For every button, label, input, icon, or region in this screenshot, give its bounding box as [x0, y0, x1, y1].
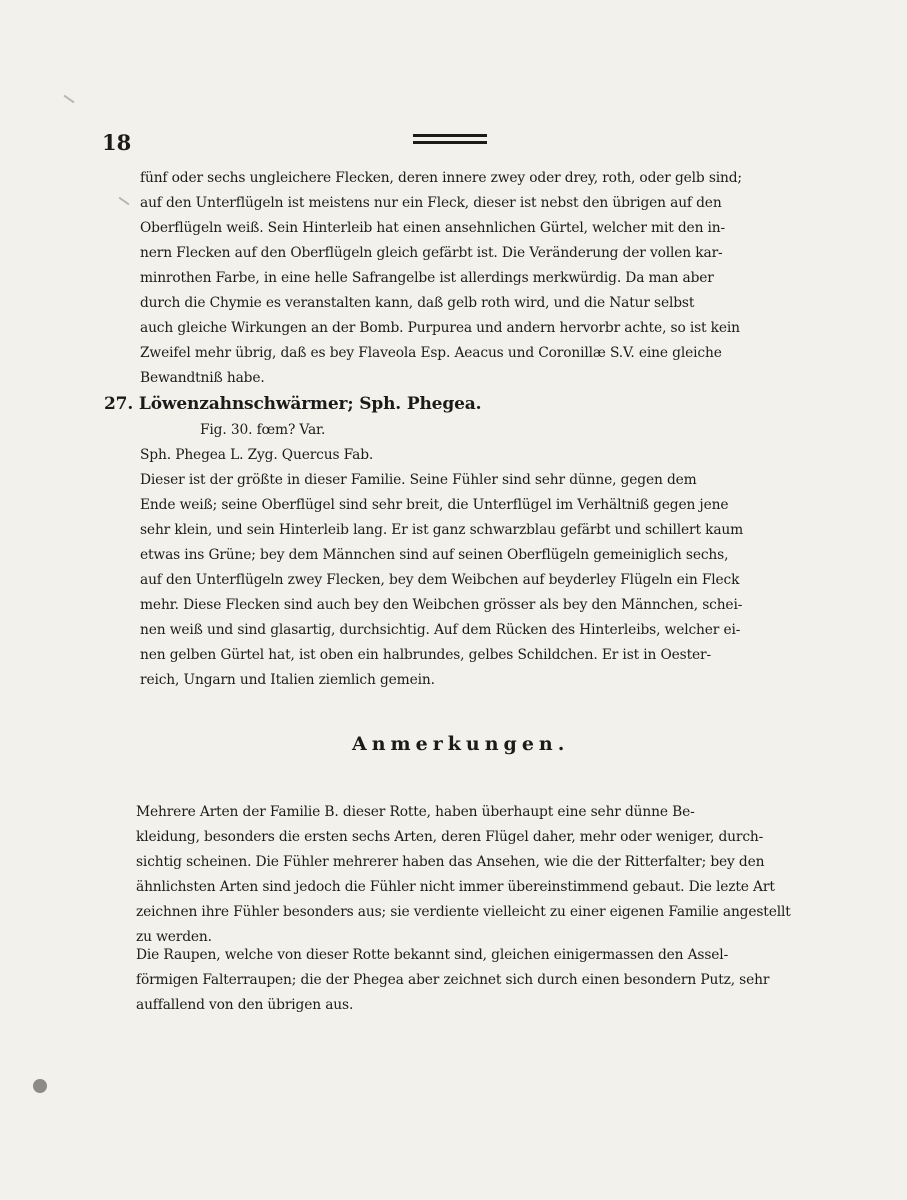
text-line: Mehrere Arten der Familie B. dieser Rotte, haben überhaupt eine sehr dünne Be-	[136, 804, 695, 820]
text-line: mehr. Diese Flecken sind auch bey den Weibchen grösser als bey den Männchen, schei-	[140, 597, 743, 613]
text-line: zu werden.	[136, 929, 212, 945]
text-line: förmigen Falterraupen; die der Phegea aber zeichnet sich durch einen besondern Putz, sehr	[136, 972, 770, 988]
section-heading-anmerkungen: Anmerkungen.	[352, 733, 570, 755]
header-double-rule	[413, 134, 487, 148]
entry-figure-reference: Fig. 30. fœm? Var.	[200, 422, 326, 438]
text-line: minrothen Farbe, in eine helle Safrangelbe ist allerdings merkwürdig. Da man aber	[140, 270, 714, 286]
text-line: Dieser ist der größte in dieser Familie. Seine Fühler sind sehr dünne, gegen dem	[140, 472, 697, 488]
text-line: auch gleiche Wirkungen an der Bomb. Purpurea und andern hervorbr achte, so ist kein	[140, 320, 740, 336]
text-line: sehr klein, und sein Hinterleib lang. Er ist ganz schwarzblau gefärbt und schillert kaum	[140, 522, 744, 538]
page-number: 18	[102, 130, 132, 155]
text-line: Die Raupen, welche von dieser Rotte bekannt sind, gleichen einigermassen den Assel-	[136, 947, 729, 963]
margin-mark	[119, 197, 130, 206]
entry-synonym: Sph. Phegea L. Zyg. Quercus Fab.	[140, 447, 374, 463]
entry-heading: 27. Löwenzahnschwärmer; Sph. Phegea.	[104, 394, 482, 414]
text-line: auf den Unterflügeln zwey Flecken, bey dem Weibchen auf beyderley Flügeln ein Fleck	[140, 572, 740, 588]
text-line: Zweifel mehr übrig, daß es bey Flaveola Esp. Aeacus und Coronillæ S.V. eine gleiche	[140, 345, 722, 361]
text-line: fünf oder sechs ungleichere Flecken, deren innere zwey oder drey, roth, oder gelb sind;	[140, 170, 742, 186]
text-line: nen gelben Gürtel hat, ist oben ein halbrundes, gelbes Schildchen. Er ist in Oester-	[140, 647, 711, 663]
text-line: Oberflügeln weiß. Sein Hinterleib hat einen ansehnlichen Gürtel, welcher mit den in-	[140, 220, 726, 236]
margin-mark	[64, 95, 75, 104]
text-line: kleidung, besonders die ersten sechs Arten, deren Flügel daher, mehr oder weniger, durch-	[136, 829, 764, 845]
text-line: sichtig scheinen. Die Fühler mehrerer haben das Ansehen, wie die der Ritterfalter; bey den	[136, 854, 765, 870]
text-line: zeichnen ihre Fühler besonders aus; sie verdiente vielleicht zu einer eigenen Familie angestellt	[136, 904, 791, 920]
ink-smudge	[33, 1079, 47, 1093]
text-line: durch die Chymie es veranstalten kann, daß gelb roth wird, und die Natur selbst	[140, 295, 695, 311]
text-line: Bewandtniß habe.	[140, 370, 265, 386]
text-line: Ende weiß; seine Oberflügel sind sehr breit, die Unterflügel im Verhältniß gegen jene	[140, 497, 729, 513]
text-line: auf den Unterflügeln ist meistens nur ein Fleck, dieser ist nebst den übrigen auf den	[140, 195, 722, 211]
text-line: reich, Ungarn und Italien ziemlich gemein.	[140, 672, 435, 688]
text-line: nen weiß und sind glasartig, durchsichtig. Auf dem Rücken des Hinterleibs, welcher ei-	[140, 622, 741, 638]
text-line: etwas ins Grüne; bey dem Männchen sind auf seinen Oberflügeln gemeiniglich sechs,	[140, 547, 729, 563]
text-line: ähnlichsten Arten sind jedoch die Fühler nicht immer übereinstimmend gebaut. Die lezte Art	[136, 879, 775, 895]
text-line: nern Flecken auf den Oberflügeln gleich gefärbt ist. Die Veränderung der vollen kar-	[140, 245, 723, 261]
text-line: auffallend von den übrigen aus.	[136, 997, 354, 1013]
